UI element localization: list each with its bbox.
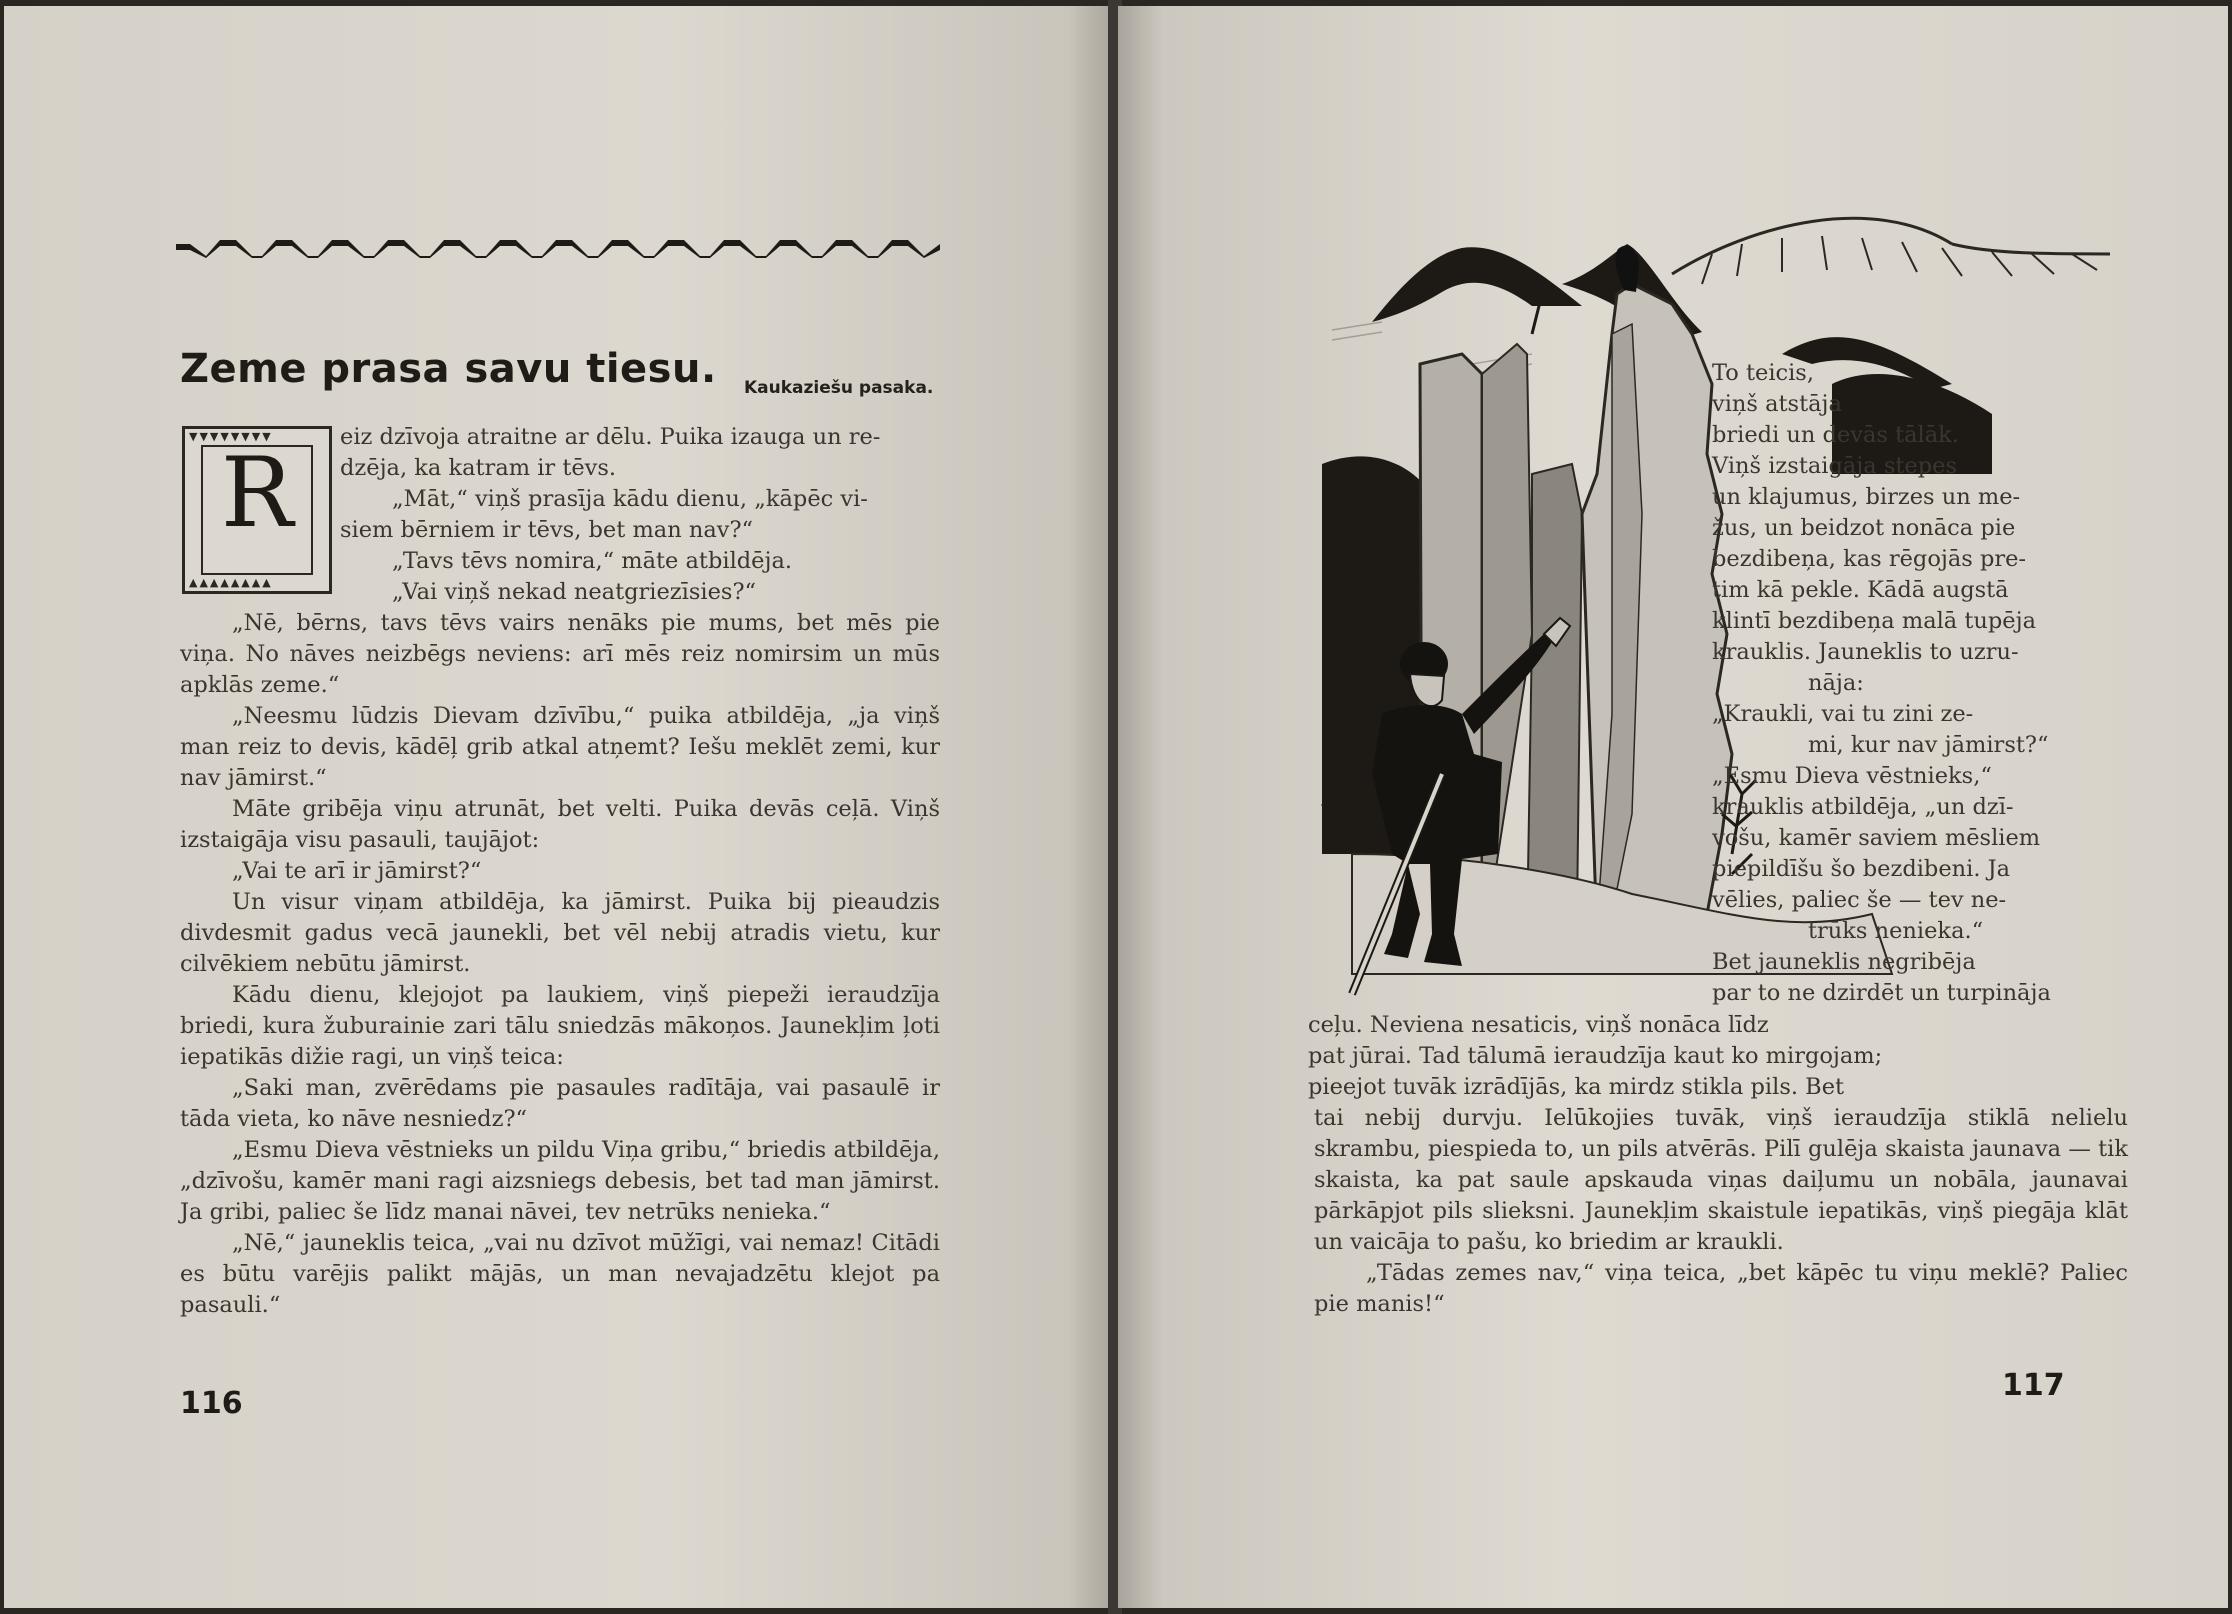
text-line: „Kraukli, vai tu zini ze-	[1712, 701, 1974, 727]
text-line: tim kā pekle. Kādā augstā	[1712, 577, 2009, 603]
text-line: briedi un devās tālāk.	[1712, 422, 1959, 448]
story-title: Zeme prasa savu tiesu.	[180, 346, 717, 392]
lower-text	[1314, 1103, 2128, 1320]
text-line: par to ne dzirdēt un turpināja	[1712, 980, 2051, 1006]
paragraph: „Saki man, zvērēdams pie pasaules radītāja, vai pasaulē ir tāda vieta, ko nāve nesniedz?“	[180, 1075, 940, 1132]
text-line: pat jūrai. Tad tālumā ieraudzīja kaut ko mirgojam;	[1308, 1043, 1883, 1069]
text-line: nāja:	[1808, 670, 1864, 696]
paragraph: „Nē, bērns, tavs tēvs vairs nenāks pie mums, bet mēs pie viņa. No nāves neizbēgs neviens: arī mēs reiz nomirsim un mūs apklās zeme.“	[180, 610, 940, 698]
paragraph: „Tādas zemes nav,“ viņa teica, „bet kāpēc tu viņu meklē? Paliec pie manis!“	[1314, 1260, 2128, 1317]
text-line: mi, kur nav jāmirst?“	[1808, 732, 2049, 758]
paragraph: „Nē,“ jauneklis teica, „vai nu dzīvot mūžīgi, vai nemaz! Citādi es būtu varējis palikt mājās, un man nevajadzētu klejot pa pasauli.“	[180, 1230, 940, 1318]
body-text	[180, 608, 940, 1321]
text-line: trūks nenieka.“	[1808, 918, 1984, 944]
paragraph: Māte gribēja viņu atrunāt, bet velti. Puika devās ceļā. Viņš izstaigāja visu pasauli, taujājot:	[180, 796, 940, 853]
text-line: un klajumus, birzes un me-	[1712, 484, 2021, 510]
text-line: bezdibeņa, kas rēgojās pre-	[1712, 546, 2027, 572]
left-page	[4, 6, 1112, 1608]
text-line: vošu, kamēr saviem mēsliem	[1712, 825, 2041, 851]
page-number-right: 117	[2002, 1368, 2065, 1403]
text-line: Viņš izstaigāja stepes	[1712, 453, 1958, 479]
paragraph: tai nebij durvju. Ielūkojies tuvāk, viņš ieraudzīja stiklā nelielu skrambu, piespieda to, un pils atvērās. Pilī gulēja skaista jaunava — tik skaista, ka pat saule apskauda viņas daiļumu un nobāla, jaunavai pārkāpjot pils slieksni. Jaunekļim skaistule iepatikās, viņš piegāja klāt un vaicāja to pašu, ko briedim ar kraukli.	[1314, 1105, 2128, 1255]
text-line: krauklis atbildēja, „un dzī-	[1712, 794, 2014, 820]
paragraph: „Vai te arī ir jāmirst?“	[232, 858, 482, 884]
text-line: „Māt,“ viņš prasīja kādu dienu, „kāpēc vi-	[392, 486, 868, 512]
story-subtitle: Kaukaziešu pasaka.	[744, 378, 934, 398]
text-line: dzēja, ka katram ir tēvs.	[340, 455, 617, 481]
wrap-text	[1308, 1010, 2128, 1103]
text-line: pieejot tuvāk izrādījās, ka mirdz stikla pils. Bet	[1308, 1074, 1845, 1100]
text-line: krauklis. Jauneklis to uzru-	[1712, 639, 2019, 665]
text-line: siem bērniem ir tēvs, bet man nav?“	[340, 517, 754, 543]
paragraph: „Esmu Dieva vēstnieks un pildu Viņa gribu,“ briedis atbildēja, „dzīvošu, kamēr mani ragi aizsniegs debesis, bet tad man jāmirst. Ja gribi, paliec še līdz manai nāvei, tev netrūks nenieka.“	[180, 1137, 940, 1225]
text-line: ceļu. Neviena nesaticis, viņš nonāca līdz	[1308, 1012, 1769, 1038]
text-line: klintī bezdibeņa malā tupēja	[1712, 608, 2037, 634]
dropcap-box: ▼▼▼▼▼▼▼▼ ▲▲▲▲▲▲▲▲ R	[182, 426, 332, 594]
text-line: „Esmu Dieva vēstnieks,“	[1712, 763, 1992, 789]
page-number-left: 116	[180, 1386, 243, 1421]
text-line: piepildīšu šo bezdibeni. Ja	[1712, 856, 2011, 882]
text-line: „Tavs tēvs nomira,“ māte atbildēja.	[392, 548, 793, 574]
text-line: To teicis,	[1712, 360, 1815, 386]
text-line: viņš atstāja	[1712, 391, 1842, 417]
paragraph: Un visur viņam atbildēja, ka jāmirst. Puika bij pieaudzis divdesmit gadus vecā jaunekli, bet vēl nebij atradis vietu, kur cilvēkiem nebūtu jāmirst.	[180, 889, 940, 977]
text-line: žus, un beidzot nonāca pie	[1712, 515, 2016, 541]
text-line: vēlies, paliec še — tev ne-	[1712, 887, 2007, 913]
ornament-border	[176, 236, 940, 258]
dropcap-letter: R	[220, 437, 294, 549]
text-line: Bet jauneklis negribēja	[1712, 949, 1976, 975]
intro-text	[340, 422, 940, 608]
right-page	[1118, 6, 2228, 1608]
paragraph: „Neesmu lūdzis Dievam dzīvību,“ puika atbildēja, „ja viņš man reiz to devis, kādēļ grib atkal atņemt? Iešu meklēt zemi, kur nav jāmirst.“	[180, 703, 940, 791]
text-line: „Vai viņš nekad neatgriezīsies?“	[392, 579, 757, 605]
side-text	[1712, 358, 2128, 1009]
text-line: eiz dzīvoja atraitne ar dēlu. Puika izauga un re-	[340, 424, 881, 450]
paragraph: Kādu dienu, klejojot pa laukiem, viņš piepeži ieraudzīja briedi, kura žuburainie zari tālu sniedzās mākoņos. Jaunekļim ļoti iepatikās dižie ragi, un viņš teica:	[180, 982, 940, 1070]
